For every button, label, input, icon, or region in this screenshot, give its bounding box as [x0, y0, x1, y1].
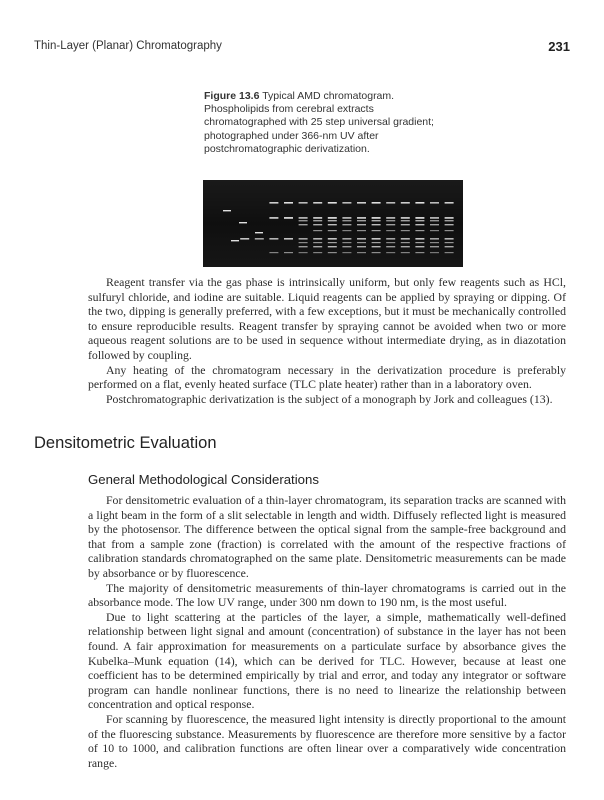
chromatogram-band — [299, 242, 308, 243]
chromatogram-band — [240, 238, 249, 240]
chromatogram-band — [269, 202, 278, 204]
running-header — [34, 40, 572, 60]
chromatogram-band — [342, 230, 351, 231]
chromatogram-band — [284, 238, 293, 240]
paragraph: Postchromatographic derivatization is the subject of a monograph by Jork and colleagues (13). — [106, 391, 553, 406]
chromatogram-band — [357, 217, 366, 219]
chromatogram-band — [313, 202, 322, 204]
chromatogram-band — [415, 246, 424, 247]
chromatogram-band — [342, 202, 351, 204]
chromatogram-band — [386, 230, 395, 231]
chromatogram-band — [430, 220, 439, 221]
chromatogram-band — [342, 246, 351, 247]
chromatogram-band — [372, 202, 381, 204]
chromatogram-band — [401, 242, 410, 243]
chromatogram-band — [299, 252, 308, 253]
chromatogram-band — [357, 252, 366, 253]
chromatogram-band — [445, 220, 454, 221]
chromatogram-band — [328, 217, 337, 219]
chromatogram-band — [401, 238, 410, 240]
chromatogram-band — [430, 202, 439, 204]
chromatogram-band — [415, 238, 424, 240]
chromatogram-band — [386, 246, 395, 247]
chromatogram-band — [313, 246, 322, 247]
chromatogram-band — [342, 242, 351, 243]
chromatogram-band — [415, 242, 424, 243]
chromatogram-band — [269, 217, 278, 219]
chromatogram-band — [430, 217, 439, 219]
plate-background — [203, 180, 463, 267]
chromatogram-band — [255, 232, 263, 233]
chromatogram-band — [372, 246, 381, 247]
chromatogram-band — [328, 252, 337, 253]
paragraph: For scanning by fluorescence, the measured light intensity is directly proportional to the amount of the fluorescing substance. Measurements by fluorescence are therefore more sensitive by a factor of 10 to 1000, and calibration functions are often linear over a comparatively wide concentration range. — [88, 711, 566, 770]
chromatogram-band — [342, 252, 351, 253]
chromatogram-band — [328, 202, 337, 204]
chromatogram-band — [415, 230, 424, 231]
body-text-top — [88, 275, 566, 406]
chromatogram-band — [372, 252, 381, 253]
chromatogram-band — [239, 222, 247, 223]
figure-caption-text: Typical AMD chromatogram. Phospholipids from cerebral extracts chromatographed with 25 step universal gradient; photographed under 366-nm UV after postchromatographic derivatization. — [204, 90, 434, 155]
chromatogram-band — [386, 202, 395, 204]
chromatogram-band — [445, 252, 454, 253]
chromatogram-band — [342, 220, 351, 221]
chromatogram-band — [357, 202, 366, 204]
chromatogram-band — [284, 252, 293, 253]
chromatogram-band — [299, 238, 308, 240]
chromatogram-band — [401, 224, 410, 225]
chromatogram-band — [357, 238, 366, 240]
body-text-bottom — [88, 493, 566, 770]
chromatogram-band — [386, 238, 395, 240]
chromatogram-band — [357, 224, 366, 225]
paragraph: Any heating of the chromatogram necessary in the derivatization procedure is preferably performed on a flat, evenly heated surface (TLC plate heater) rather than in a laboratory oven. — [88, 362, 566, 392]
chromatogram-band — [386, 252, 395, 253]
chromatogram-band — [223, 210, 231, 211]
figure-caption — [204, 90, 456, 156]
chromatogram-band — [372, 220, 381, 221]
chromatogram-band — [313, 242, 322, 243]
chromatogram-band — [328, 242, 337, 243]
chromatogram-band — [313, 220, 322, 221]
chromatogram-band — [255, 238, 264, 240]
chromatogram-band — [445, 246, 454, 247]
chromatogram-band — [299, 246, 308, 247]
chromatogram-band — [386, 242, 395, 243]
paragraph: For densitometric evaluation of a thin-layer chromatogram, its separation tracks are scanned with a light beam in the form of a slit selectable in length and width. Diffusely reflected light is measured by the photosensor. The difference between the optical signal from the sample-free background and that from a sample zone (fraction) is correlated with the amount of the respective fractions of calibration standards chromatographed on the same plate. Densitometric measurements can be made by absorbance or by fluorescence. — [88, 493, 566, 580]
chromatogram-band — [445, 242, 454, 243]
chromatogram-band — [357, 242, 366, 243]
chromatogram-band — [342, 217, 351, 219]
page-number: 231 — [548, 39, 570, 54]
chromatogram-band — [313, 217, 322, 219]
chromatogram-band — [445, 238, 454, 240]
chromatogram-band — [386, 224, 395, 225]
chromatogram-band — [386, 217, 395, 219]
chromatogram-band — [313, 224, 322, 225]
chromatogram-band — [401, 246, 410, 247]
chromatogram-band — [445, 217, 454, 219]
chromatogram-band — [415, 217, 424, 219]
chromatogram-band — [328, 220, 337, 221]
chromatogram-band — [401, 220, 410, 221]
chromatogram-band — [372, 238, 381, 240]
running-title: Thin-Layer (Planar) Chromatography — [34, 40, 222, 52]
chromatogram-band — [299, 217, 308, 219]
chromatogram-band — [299, 224, 308, 225]
chromatogram-band — [372, 224, 381, 225]
chromatogram-band — [401, 230, 410, 231]
chromatogram-band — [313, 238, 322, 240]
chromatogram-band — [342, 238, 351, 240]
chromatogram-band — [328, 246, 337, 247]
paragraph: The majority of densitometric measurements of thin-layer chromatograms is carried out in the absorbance mode. The low UV range, under 300 nm down to 190 nm, is the most useful. — [88, 580, 566, 610]
chromatogram-band — [231, 240, 239, 241]
chromatogram-band — [430, 238, 439, 240]
chromatogram-band — [328, 238, 337, 240]
chromatogram-band — [299, 220, 308, 221]
chromatogram-band — [430, 242, 439, 243]
chromatogram-photo — [203, 180, 463, 267]
chromatogram-band — [299, 202, 308, 204]
chromatogram-band — [313, 252, 322, 253]
chromatogram-band — [269, 252, 278, 253]
chromatogram-band — [401, 252, 410, 253]
chromatogram-band — [415, 224, 424, 225]
chromatogram-band — [313, 230, 322, 231]
chromatogram-band — [284, 202, 293, 204]
chromatogram-band — [415, 252, 424, 253]
chromatogram-band — [372, 242, 381, 243]
chromatogram-band — [415, 202, 424, 204]
chromatogram-band — [372, 230, 381, 231]
chromatogram-band — [445, 224, 454, 225]
chromatogram-band — [430, 246, 439, 247]
paragraph: Reagent transfer via the gas phase is intrinsically uniform, but only few reagents such as HCl, sulfuryl chloride, and iodine are suitable. Liquid reagents can be applied by spraying or dipping. Of the two, dipping is generally preferred, with a few exceptions, but it must be mechanically controlled to ensure reproducible results. Reagent transfer by spraying cannot be avoided when two or more aqueous reagent solutions are to be used in sequence without intermediate drying, as in diazotation followed by coupling. — [88, 275, 566, 362]
chromatogram-band — [372, 217, 381, 219]
chromatogram-band — [284, 217, 293, 219]
amd-chromatogram-image — [203, 180, 463, 267]
chromatogram-band — [401, 202, 410, 204]
chromatogram-band — [386, 220, 395, 221]
paragraph: Due to light scattering at the particles of the layer, a simple, mathematically well-defined relationship between light signal and amount (concentration) of substance in the layer has not been found. A fair approximation for measurements on a particulate surface by absorbance gives the Kubelka–Munk equation (14), which can be derived for TLC. However, because at least one coefficient has to be determined empirically by trial and error, and today any integrator or software program can handle nonlinear functions, there is no need to linearize the relationship between concentration and optical response. — [88, 609, 566, 712]
chromatogram-band — [445, 202, 454, 204]
chromatogram-band — [328, 224, 337, 225]
chromatogram-band — [430, 230, 439, 231]
chromatogram-band — [430, 252, 439, 253]
chromatogram-band — [401, 217, 410, 219]
chromatogram-band — [342, 224, 351, 225]
chromatogram-band — [357, 220, 366, 221]
chromatogram-band — [269, 238, 278, 240]
chromatogram-band — [430, 224, 439, 225]
figure-label: Figure 13.6 — [204, 90, 260, 102]
subsection-heading: General Methodological Considerations — [88, 472, 319, 487]
chromatogram-band — [357, 246, 366, 247]
chromatogram-band — [415, 220, 424, 221]
section-heading: Densitometric Evaluation — [34, 434, 217, 452]
chromatogram-band — [445, 230, 454, 231]
chromatogram-band — [357, 230, 366, 231]
chromatogram-band — [328, 230, 337, 231]
